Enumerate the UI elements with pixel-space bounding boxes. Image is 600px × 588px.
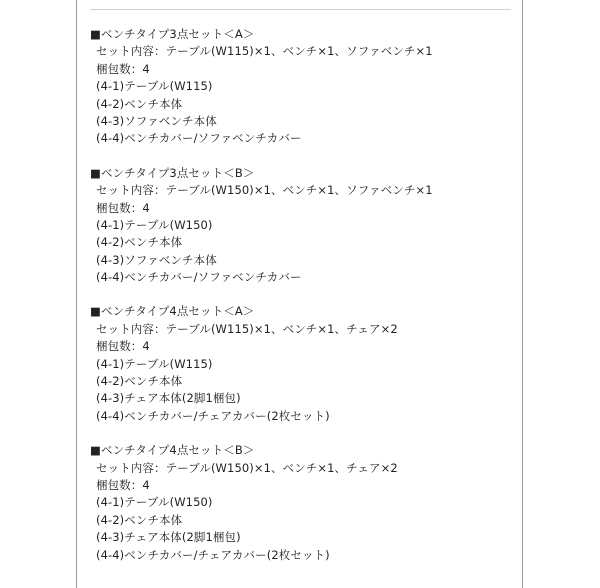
package-count: 梱包数：4 <box>96 339 150 354</box>
set-title: ■ベンチタイプ4点セット＜B＞ <box>90 443 255 458</box>
set-contents: セット内容：テーブル(W150)×1、ベンチ×1、ソファベンチ×1 <box>96 183 433 198</box>
set-title: ■ベンチタイプ3点セット＜A＞ <box>90 27 255 41</box>
package-item: (4-1)テーブル(W150) <box>96 495 213 510</box>
set-section <box>90 26 515 148</box>
set-section <box>90 442 515 564</box>
package-item: (4-1)テーブル(W115) <box>96 79 213 94</box>
package-item: (4-3)チェア本体(2脚1梱包) <box>96 391 241 406</box>
set-title: ■ベンチタイプ4点セット＜A＞ <box>90 304 255 319</box>
set-contents: セット内容：テーブル(W115)×1、ベンチ×1、チェア×2 <box>96 321 398 336</box>
set-section <box>90 303 515 425</box>
package-item: (4-2)ベンチ本体 <box>96 374 183 389</box>
package-item: (4-1)テーブル(W115) <box>96 356 213 371</box>
set-section <box>90 165 515 287</box>
package-item: (4-4)ベンチカバー/ソファベンチカバー <box>96 270 302 285</box>
package-item: (4-4)ベンチカバー/チェアカバー(2枚セット) <box>96 547 330 562</box>
set-list <box>90 26 515 581</box>
set-title: ■ベンチタイプ3点セット＜B＞ <box>90 165 255 180</box>
top-divider <box>90 9 511 10</box>
package-item: (4-4)ベンチカバー/ソファベンチカバー <box>96 131 302 146</box>
package-item: (4-3)ソファベンチ本体 <box>96 113 217 128</box>
package-item: (4-3)チェア本体(2脚1梱包) <box>96 530 241 545</box>
package-item: (4-2)ベンチ本体 <box>96 96 183 111</box>
package-item: (4-1)テーブル(W150) <box>96 217 213 232</box>
package-item: (4-2)ベンチ本体 <box>96 512 183 527</box>
package-item: (4-3)ソファベンチ本体 <box>96 252 217 267</box>
package-item: (4-2)ベンチ本体 <box>96 235 183 250</box>
package-item: (4-4)ベンチカバー/チェアカバー(2枚セット) <box>96 408 330 423</box>
package-count: 梱包数：4 <box>96 477 150 492</box>
package-count: 梱包数：4 <box>96 61 150 76</box>
package-count: 梱包数：4 <box>96 200 150 215</box>
set-contents: セット内容：テーブル(W150)×1、ベンチ×1、チェア×2 <box>96 460 398 475</box>
set-contents: セット内容：テーブル(W115)×1、ベンチ×1、ソファベンチ×1 <box>96 44 433 59</box>
